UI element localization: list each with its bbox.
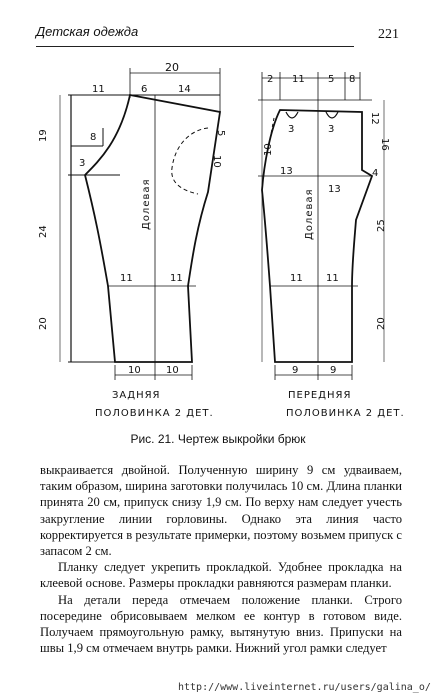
back-pattern-piece	[60, 68, 220, 380]
dim-w14: 14	[178, 84, 191, 95]
dim-front-k11a: 11	[290, 273, 303, 284]
back-dimensions	[38, 61, 226, 419]
dim-t11: 11	[292, 74, 305, 85]
dim-b10b: 10	[166, 365, 179, 376]
back-grain-label: Долевая	[141, 178, 152, 230]
dim-d8: 8	[90, 132, 97, 143]
front-pattern-piece	[258, 72, 384, 380]
footer-url: http://www.liveinternet.ru/users/galina_o/	[178, 682, 431, 693]
paragraph-3: На детали переда отмечаем положение планки. Строго посередине обрисовываем мелком ее контур в готовом виде. Получаем прямоугольную рамку, вытянутую вниз. Припуски на швы 1,9 см отмечаем внутрь рамки. Нижний угол рамки следует	[40, 592, 402, 656]
dim-t8: 8	[349, 74, 356, 85]
back-title-line2: ПОЛОВИНКА 2 ДЕТ.	[95, 408, 214, 419]
front-grain-label: Долевая	[304, 188, 315, 240]
dim-d5: 5	[215, 130, 226, 137]
dim-d4: 4	[372, 168, 379, 179]
back-title-line1: ЗАДНЯЯ	[112, 390, 161, 401]
dim-k11b: 11	[170, 273, 183, 284]
body-text	[40, 462, 402, 656]
dim-d25: 25	[376, 219, 387, 232]
dim-b10a: 10	[128, 365, 141, 376]
dim-d12: 12	[369, 112, 380, 125]
dim-d10: 10	[211, 155, 222, 168]
dim-front-k11b: 11	[326, 273, 339, 284]
dim-p3a: 3	[288, 124, 295, 135]
dim-front-d10: 10	[263, 143, 274, 156]
dim-t2: 2	[267, 74, 274, 85]
paragraph-2: Планку следует укрепить прокладкой. Удобнее прокладка на клеевой основе. Размеры прокладки равняются размерам планки.	[40, 560, 402, 591]
dim-w6: 6	[141, 84, 148, 95]
dim-front-d20: 20	[376, 317, 387, 330]
figure-caption: Рис. 21. Чертеж выкройки брюк	[130, 432, 306, 446]
dim-b9a: 9	[292, 365, 299, 376]
front-title-line2: ПОЛОВИНКА 2 ДЕТ.	[286, 408, 405, 419]
front-title-line1: ПЕРЕДНЯЯ	[288, 390, 352, 401]
dim-k11a: 11	[120, 273, 133, 284]
running-header-section: Детская одежда	[36, 24, 139, 39]
dim-h20: 20	[38, 317, 49, 330]
dim-t5: 5	[328, 74, 335, 85]
dim-w11: 11	[92, 84, 105, 95]
dim-d3: 3	[79, 158, 86, 169]
dim-d13a: 13	[280, 166, 293, 177]
dim-b9b: 9	[330, 365, 337, 376]
dim-h24: 24	[38, 225, 49, 238]
page-number: 221	[378, 27, 399, 42]
paragraph-1: выкраивается двойной. Полученную ширину 9 см удваиваем, таким образом, ширина заготовки получилась 10 см. Длина планки принята 20 см, припуск снизу 1,9 см. По верху нам следует учесть закругление линии горловины. Однако эта линия часто корректируется в результате примерки, поэтому возьмем припуск с запасом 2 см.	[40, 463, 402, 559]
dim-d13b: 13	[328, 184, 341, 195]
dim-p3b: 3	[328, 124, 335, 135]
front-dimensions	[263, 74, 405, 419]
dim-h19: 19	[38, 129, 49, 142]
dim-d16: 16	[379, 138, 390, 151]
dim-top-width: 20	[165, 61, 179, 74]
